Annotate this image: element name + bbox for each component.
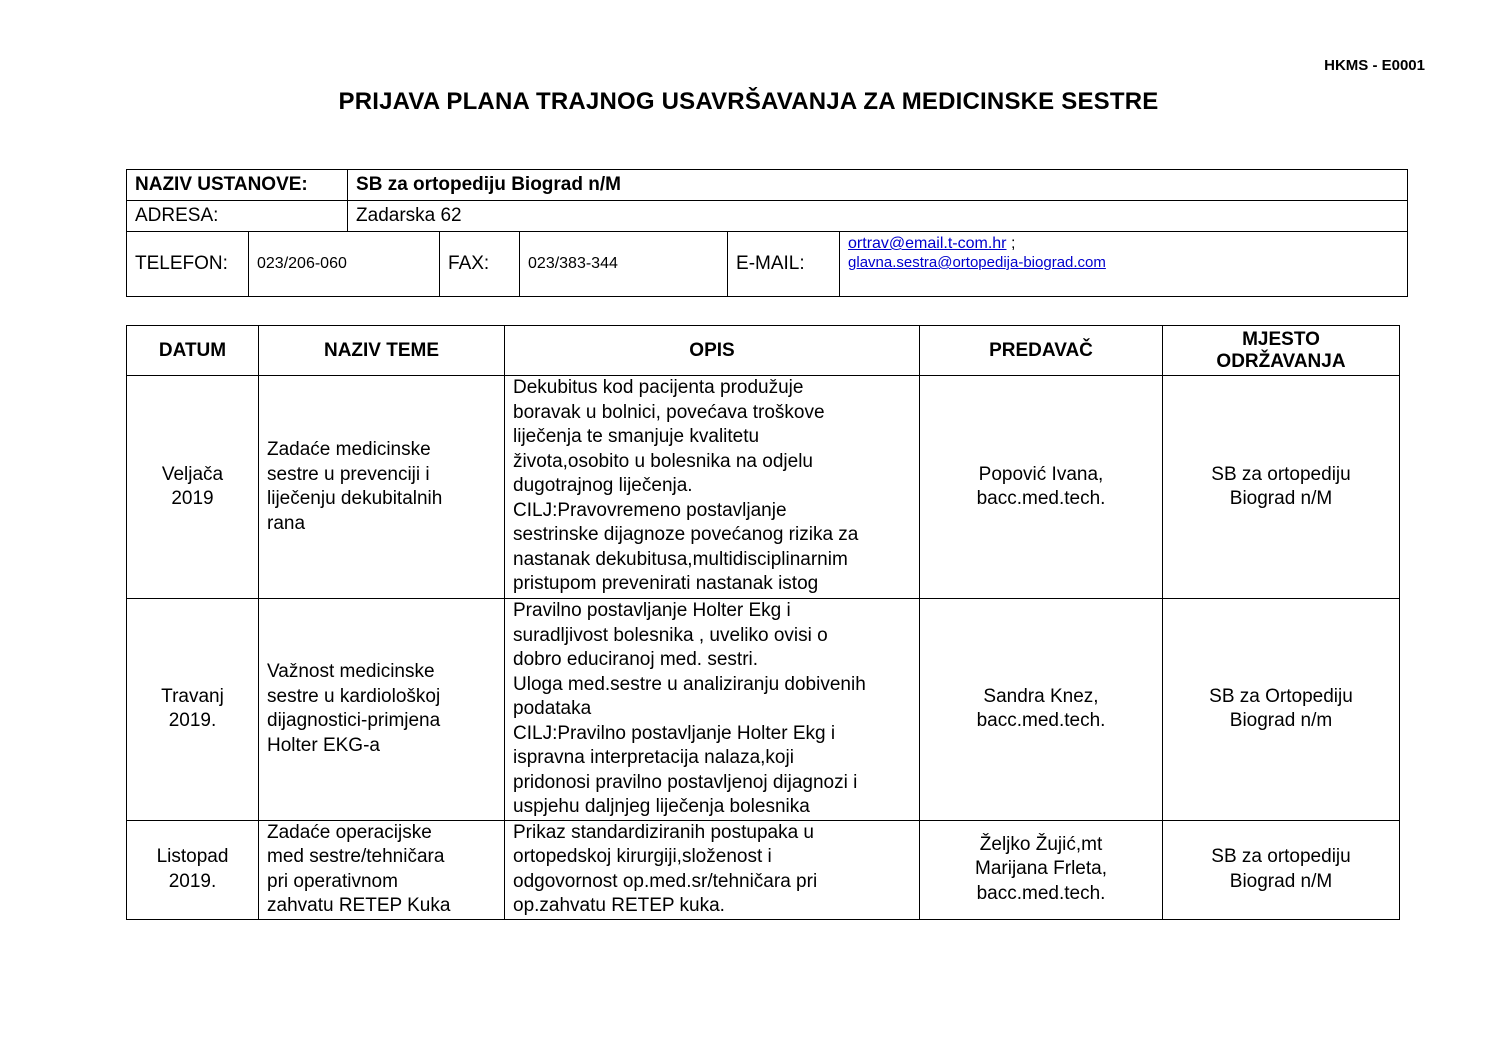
mjesto-cell bbox=[1163, 376, 1400, 599]
mjesto-line: Biograd n/M bbox=[1229, 870, 1333, 892]
predavac-line: bacc.med.tech. bbox=[976, 882, 1106, 904]
mjesto-cell bbox=[1163, 599, 1400, 821]
datum-cell bbox=[127, 376, 259, 599]
opis-line: pristupom prevenirati nastanak istog bbox=[513, 573, 819, 594]
phone-value: 023/206-060 bbox=[249, 232, 440, 297]
tema-line: Zadaće operacijske bbox=[267, 821, 432, 843]
address-label: ADRESA: bbox=[127, 201, 348, 232]
opis-line: Dekubitus kod pacijenta produžuje bbox=[513, 377, 804, 398]
opis-line: ispravna interpretacija nalaza,koji bbox=[513, 747, 794, 768]
predavac-cell bbox=[920, 599, 1163, 821]
datum-line: Veljača bbox=[161, 463, 224, 485]
header-mjesto-line1: MJESTO bbox=[1242, 328, 1320, 350]
tema-line: dijagnostici-primjena bbox=[267, 710, 441, 732]
predavac-line: Sandra Knez, bbox=[983, 685, 1099, 707]
datum-line: Travanj bbox=[161, 685, 224, 707]
opis-line: CILJ:Pravilno postavljanje Holter Ekg i bbox=[513, 722, 836, 744]
table-row bbox=[127, 376, 1400, 599]
predavac-cell bbox=[920, 376, 1163, 599]
predavac-cell bbox=[920, 820, 1163, 919]
tema-line: sestre u prevenciji i bbox=[267, 463, 430, 485]
mjesto-line: Biograd n/m bbox=[1229, 710, 1333, 732]
opis-line: Pravilno postavljanje Holter Ekg i bbox=[513, 600, 791, 621]
education-plan-table bbox=[126, 325, 1400, 920]
opis-line: Prikaz standardiziranih postupaka u bbox=[513, 821, 815, 843]
table-row bbox=[127, 599, 1400, 821]
address-value: Zadarska 62 bbox=[348, 201, 1408, 232]
tema-cell bbox=[259, 376, 505, 599]
email-value bbox=[840, 232, 1408, 297]
document-code: HKMS - E0001 bbox=[1324, 57, 1425, 74]
mjesto-line: SB za ortopediju bbox=[1211, 846, 1351, 867]
fax-label: FAX: bbox=[440, 232, 520, 297]
table-header-row bbox=[127, 326, 1400, 376]
opis-line: suradljivost bolesnika , uveliko ovisi o bbox=[513, 624, 828, 646]
opis-line: odgovornost op.med.sr/tehničara pri bbox=[513, 870, 818, 892]
mjesto-line: SB za ortopediju bbox=[1211, 463, 1351, 485]
tema-line: rana bbox=[267, 512, 306, 534]
mjesto-cell bbox=[1163, 820, 1400, 919]
institution-address-row bbox=[127, 201, 1408, 232]
header-opis: OPIS bbox=[505, 326, 920, 376]
institution-name-value: SB za ortopediju Biograd n/M bbox=[348, 170, 1408, 201]
opis-line: op.zahvatu RETEP kuka. bbox=[513, 895, 725, 916]
email-link-1[interactable]: ortrav@email.t-com.hr bbox=[848, 235, 1007, 252]
opis-line: pridonosi pravilno postavljenoj dijagnozi i bbox=[513, 771, 858, 793]
table-row bbox=[127, 820, 1400, 919]
email-label: E-MAIL: bbox=[728, 232, 840, 297]
header-predavac: PREDAVAČ bbox=[920, 326, 1163, 376]
opis-line: boravak u bolnici, povećava troškove bbox=[513, 401, 825, 423]
email-link-2[interactable]: glavna.sestra@ortopedija-biograd.com bbox=[848, 254, 1106, 271]
tema-line: Zadaće medicinske bbox=[267, 439, 431, 460]
mjesto-line: Biograd n/M bbox=[1229, 488, 1333, 509]
opis-line: ortopedskoj kirurgiji,složenost i bbox=[513, 846, 772, 867]
opis-cell bbox=[505, 820, 920, 919]
opis-line: podataka bbox=[513, 698, 592, 719]
opis-cell bbox=[505, 376, 920, 599]
opis-line: sestrinske dijagnoze povećanog rizika za bbox=[513, 524, 859, 545]
predavac-line: Marijana Frleta, bbox=[975, 858, 1107, 880]
tema-cell bbox=[259, 820, 505, 919]
predavac-line: bacc.med.tech. bbox=[976, 710, 1106, 732]
tema-line: zahvatu RETEP Kuka bbox=[267, 895, 451, 916]
opis-line: Uloga med.sestre u analiziranju dobivenih bbox=[513, 673, 866, 695]
document-title: PRIJAVA PLANA TRAJNOG USAVRŠAVANJA ZA MEDICINSKE SESTRE bbox=[338, 88, 1159, 115]
tema-line: Važnost medicinske bbox=[267, 661, 435, 683]
opis-line: života,osobito u bolesnika na odjelu bbox=[513, 450, 813, 472]
opis-line: CILJ:Pravovremeno postavljanje bbox=[513, 499, 787, 521]
opis-cell bbox=[505, 599, 920, 821]
predavac-line: Popović Ivana, bbox=[978, 463, 1104, 485]
tema-line: liječenju dekubitalnih bbox=[267, 488, 443, 509]
datum-line: 2019. bbox=[168, 870, 217, 892]
datum-cell bbox=[127, 599, 259, 821]
datum-line: 2019. bbox=[168, 710, 217, 732]
tema-line: Holter EKG-a bbox=[267, 734, 380, 756]
opis-line: nastanak dekubitusa,multidisciplinarnim bbox=[513, 548, 848, 570]
datum-cell bbox=[127, 820, 259, 919]
datum-line: Listopad bbox=[156, 846, 229, 867]
institution-name-row bbox=[127, 170, 1408, 201]
institution-info-table bbox=[126, 169, 1408, 297]
datum-line: 2019 bbox=[171, 488, 214, 509]
opis-line: dobro educiranoj med. sestri. bbox=[513, 649, 759, 670]
opis-line: liječenja te smanjuje kvalitetu bbox=[513, 426, 760, 447]
tema-line: sestre u kardiološkoj bbox=[267, 685, 441, 707]
predavac-line: bacc.med.tech. bbox=[976, 488, 1106, 509]
header-mjesto-line2: ODRŽAVANJA bbox=[1216, 350, 1346, 372]
email-separator: ; bbox=[1010, 235, 1016, 252]
tema-line: pri operativnom bbox=[267, 870, 398, 892]
opis-line: dugotrajnog liječenja. bbox=[513, 475, 693, 496]
fax-value: 023/383-344 bbox=[520, 232, 728, 297]
institution-name-label: NAZIV USTANOVE: bbox=[127, 170, 348, 201]
mjesto-line: SB za Ortopediju bbox=[1209, 685, 1353, 707]
institution-contact-row bbox=[127, 232, 1408, 297]
phone-label: TELEFON: bbox=[127, 232, 249, 297]
opis-line: uspjehu daljnjeg liječenja bolesnika bbox=[513, 796, 810, 817]
tema-line: med sestre/tehničara bbox=[267, 846, 445, 867]
predavac-line: Željko Žujić,mt bbox=[979, 833, 1103, 855]
header-datum: DATUM bbox=[127, 326, 259, 376]
header-naziv-teme: NAZIV TEME bbox=[259, 326, 505, 376]
tema-cell bbox=[259, 599, 505, 821]
header-mjesto bbox=[1163, 326, 1400, 376]
